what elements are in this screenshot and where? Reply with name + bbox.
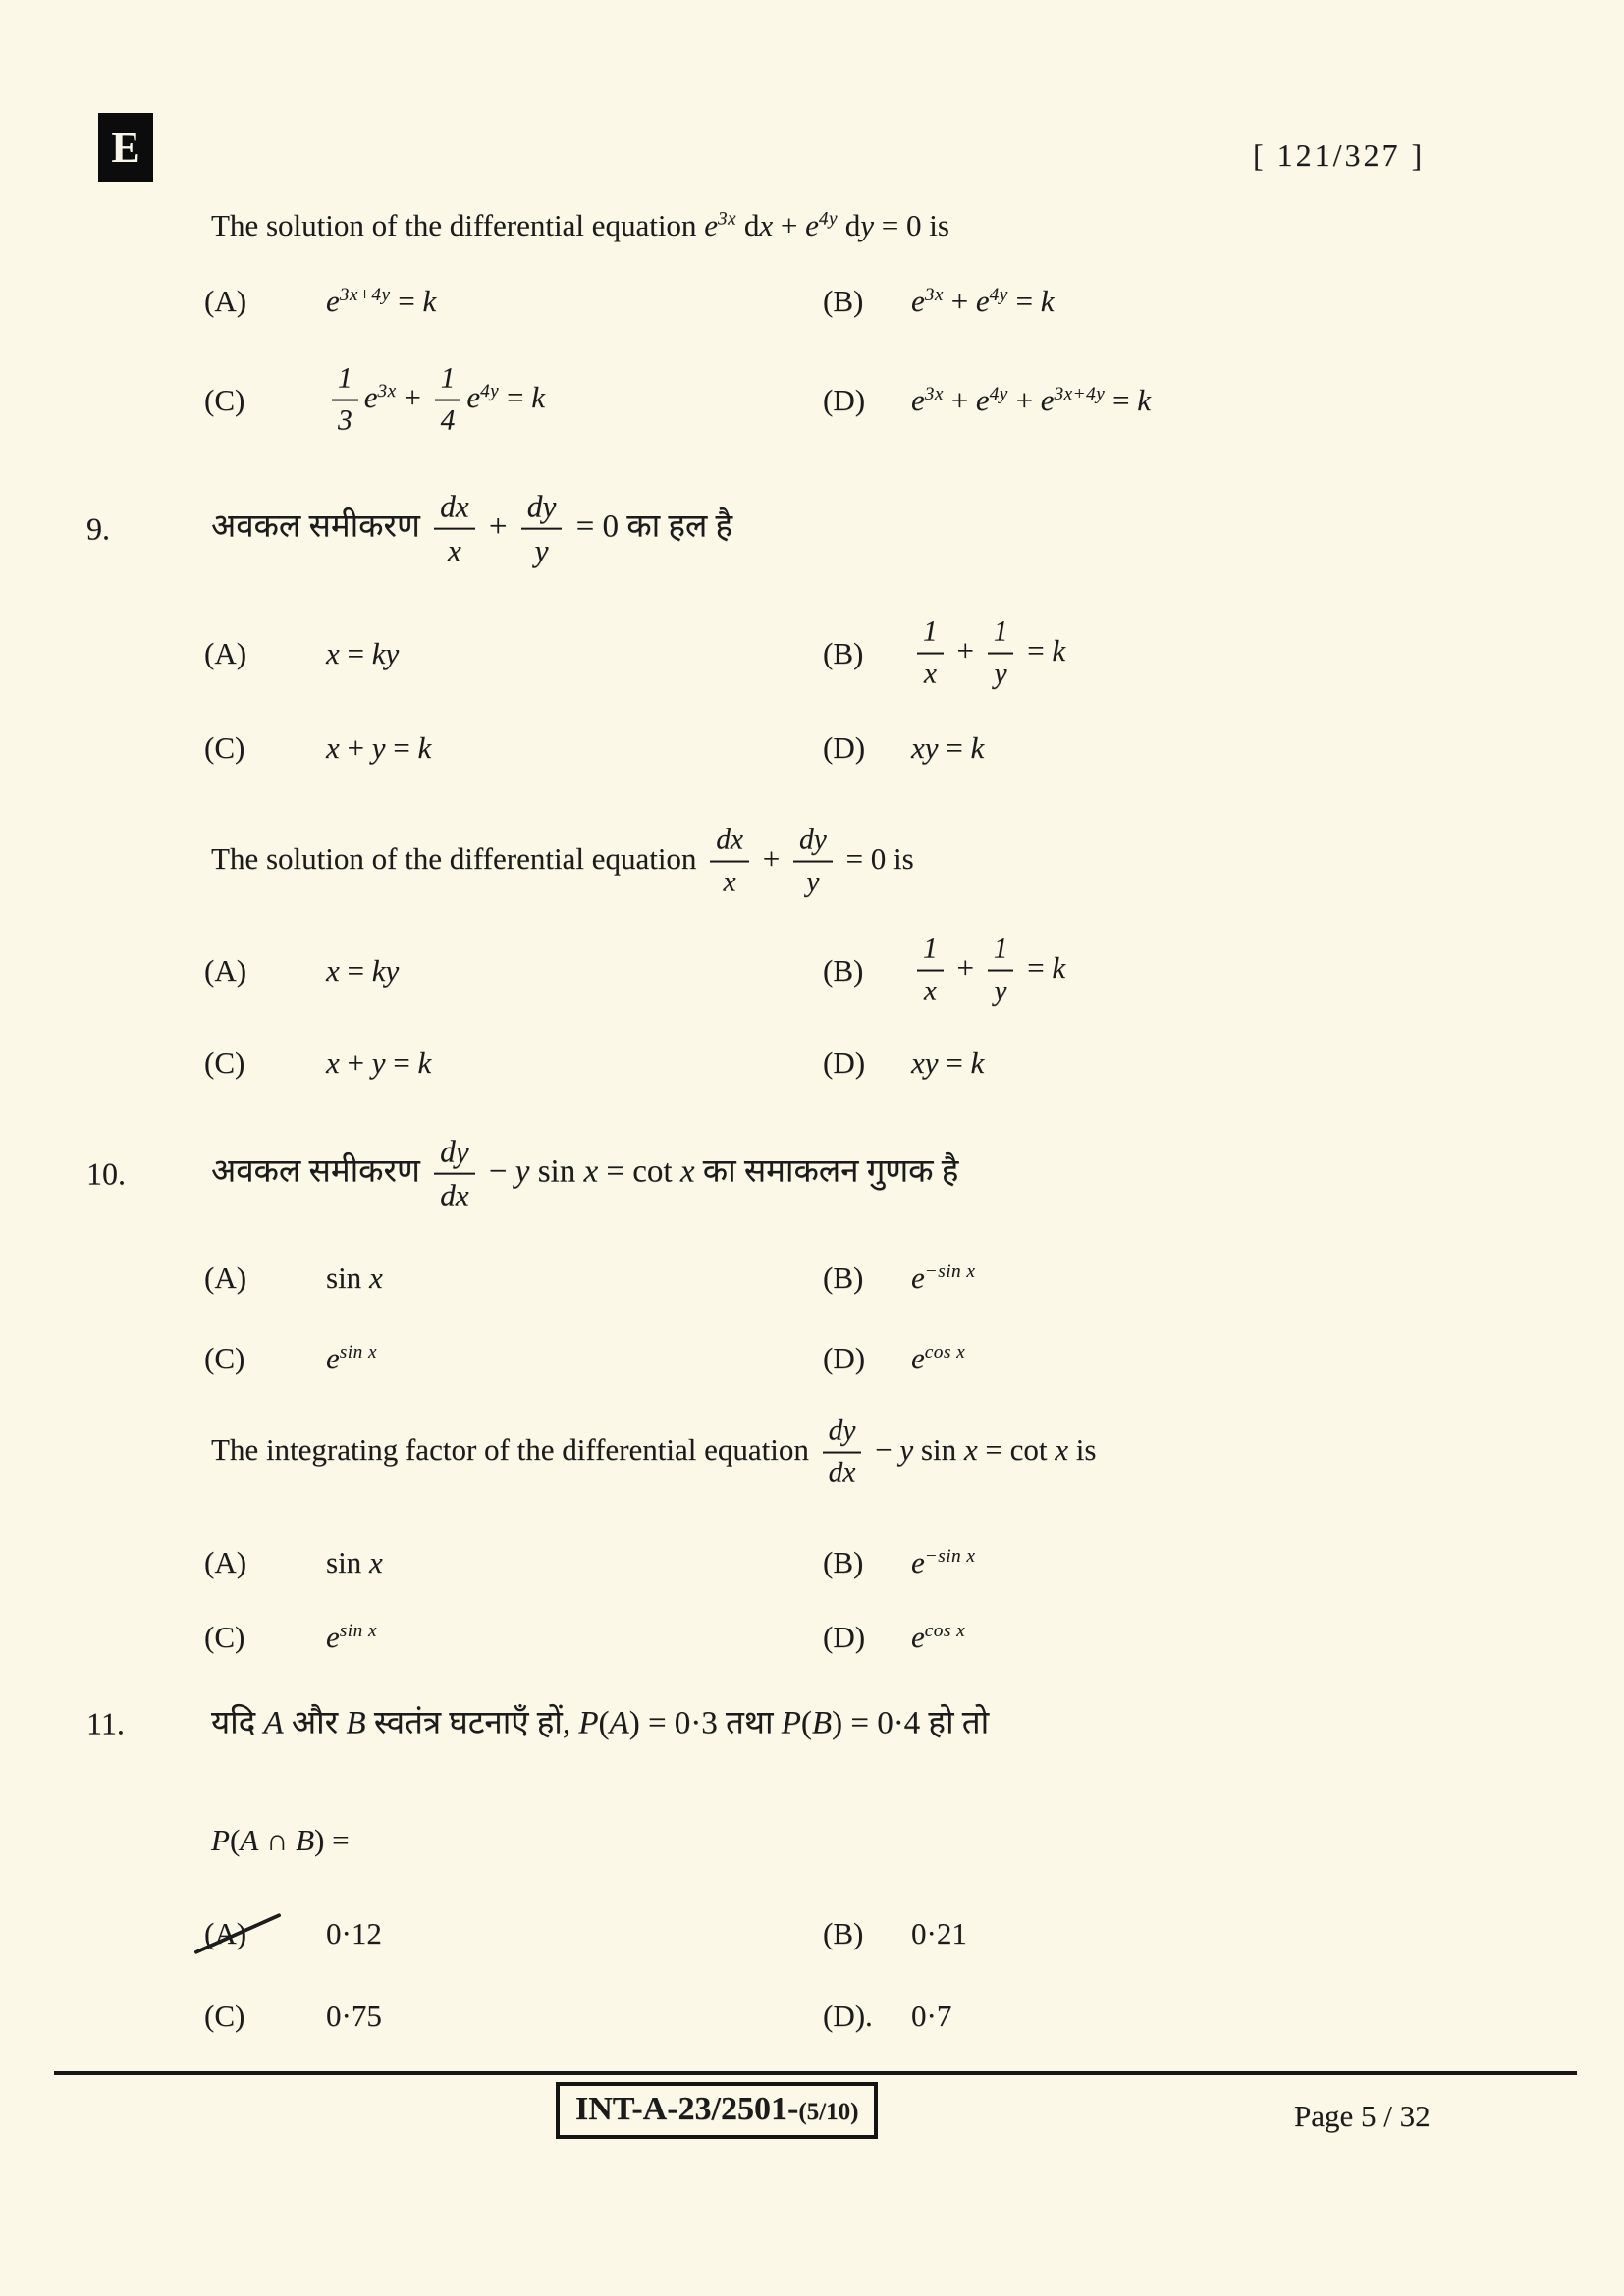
option-label: (A) <box>204 1260 247 1295</box>
question-number: 10. <box>86 1155 126 1192</box>
option-expression: $e^{-sin x}$ <box>911 1260 976 1295</box>
question-9-options-row-1 <box>0 593 1624 715</box>
option-label: (C) <box>204 730 245 765</box>
option-expression: xy = k <box>911 1045 985 1080</box>
option-label: (A) <box>204 1916 247 1950</box>
option-expression: $e^{sin x}$ <box>326 1341 377 1375</box>
option-value: 0·21 <box>911 1916 967 1950</box>
question-10-english-options-row-1 <box>0 1523 1624 1602</box>
question-11-options-row-2 <box>0 1987 1624 2046</box>
option-expression: $e^{3x+4y} = k$ <box>326 284 437 318</box>
option-label: (C) <box>204 1999 245 2033</box>
question-10-english-band <box>0 1394 1624 1512</box>
question-9-options-row-2 <box>0 720 1624 776</box>
option-expression: x = ky <box>326 953 400 988</box>
option-label: (A) <box>204 284 247 318</box>
option-expression: x = ky <box>326 636 400 670</box>
question-11-stem-band <box>0 1690 1624 1757</box>
option-expression: x + y = k <box>326 1045 432 1080</box>
option-value: 0·7 <box>911 1999 952 2033</box>
option-label: (D) <box>823 1045 866 1080</box>
question-top-stem-band <box>0 196 1624 255</box>
question-10-options-row-2 <box>0 1319 1624 1398</box>
option-expression: $e^{cos x}$ <box>911 1620 966 1654</box>
option-label-struck <box>204 1916 246 1951</box>
question-10-hindi-band <box>0 1113 1624 1235</box>
page-number: Page 5 / 32 <box>1294 2099 1431 2133</box>
option-expression: $e^{cos x}$ <box>911 1341 966 1375</box>
option-value: 0·12 <box>326 1916 382 1950</box>
question-10-options-row-1 <box>0 1239 1624 1317</box>
booklet-code-suffix: (5/10) <box>798 2099 859 2125</box>
question-9-english-options-row-2 <box>0 1035 1624 1092</box>
option-label: (A) <box>204 1545 247 1579</box>
question-stem-line-1: यदि A और B स्वतंत्र घटनाएँ हों, P(A) = 0·3 तथा P(B) = 0·4 हो तो <box>211 1705 990 1741</box>
booklet-code-box <box>556 2082 878 2139</box>
option-label: (A) <box>204 953 247 988</box>
question-10-english-options-row-2 <box>0 1598 1624 1677</box>
question-top-options-row-2 <box>0 346 1624 455</box>
header-code: [ 121/327 ] <box>1253 137 1426 173</box>
option-label: (C) <box>204 1045 245 1080</box>
option-expression: x + y = k <box>326 730 432 765</box>
option-expression: $e^{3x} + e^{4y} + e^{3x+4y} = k$ <box>911 383 1151 417</box>
option-label: (B) <box>823 1545 864 1579</box>
question-9-english-band <box>0 807 1624 917</box>
option-expression: xy = k <box>911 730 985 765</box>
option-label: (D) <box>823 730 866 765</box>
option-expression: sin x <box>326 1260 383 1295</box>
question-top-options-row-1 <box>0 257 1624 346</box>
option-label: (B) <box>823 284 864 318</box>
question-11-options-row-1 <box>0 1904 1624 1963</box>
option-expression: $\frac{1}{3}$ $e^{3x}$ + $\frac{1}{4}$ $e^{4y} = k$ <box>326 363 545 439</box>
booklet-code: INT-A-23/2501- <box>575 2091 799 2127</box>
option-label: (B) <box>823 636 864 670</box>
option-expression: $\frac{1}{x}$ + $\frac{1}{y}$ = k <box>911 616 1065 692</box>
question-number: 11. <box>86 1705 125 1741</box>
option-expression: $e^{3x} + e^{4y} = k$ <box>911 284 1055 318</box>
option-label: (D) <box>823 383 866 417</box>
option-label: (C) <box>204 1341 245 1375</box>
option-label: (C) <box>204 1620 245 1654</box>
option-label: (A) <box>204 636 247 670</box>
option-label: (C) <box>204 383 245 417</box>
option-value: 0·75 <box>326 1999 382 2033</box>
question-stem-line-2: P(A ∩ B) = <box>211 1822 350 1857</box>
option-expression: sin x <box>326 1545 383 1579</box>
question-9-hindi-band <box>0 469 1624 589</box>
option-expression: $e^{sin x}$ <box>326 1620 377 1654</box>
question-stem-english: The integrating factor of the differential equation $\frac{dy}{dx}$ − y sin x = cot x is <box>211 1415 1097 1489</box>
option-label: (B) <box>823 953 864 988</box>
option-label: (B) <box>823 1916 864 1950</box>
question-stem-hindi: अवकल समीकरण $\frac{dx}{x}$ + $\frac{dy}{y}$ = 0 का हल है <box>211 489 733 568</box>
question-number: 9. <box>86 510 110 547</box>
edition-badge: E <box>98 113 153 182</box>
option-expression: $e^{-sin x}$ <box>911 1545 976 1579</box>
option-label: (D) <box>823 1341 866 1375</box>
footer-rule <box>54 2071 1577 2075</box>
option-label: (D). <box>823 1999 873 2033</box>
question-stem-english: The solution of the differential equation $\frac{dx}{x}$ + $\frac{dy}{y}$ = 0 is <box>211 824 914 898</box>
question-stem-hindi: अवकल समीकरण $\frac{dy}{dx}$ − y sin x = cot x का समाकलन गुणक है <box>211 1134 959 1213</box>
option-label: (B) <box>823 1260 864 1295</box>
option-expression: $\frac{1}{x}$ + $\frac{1}{y}$ = k <box>911 934 1065 1009</box>
question-9-english-options-row-1 <box>0 911 1624 1031</box>
question-stem-english: The solution of the differential equation $e^{3x}$ dx + $e^{4y}$ dy = 0 is <box>211 207 949 242</box>
question-11-stem-line-2-band <box>0 1810 1624 1871</box>
option-label: (D) <box>823 1620 866 1654</box>
